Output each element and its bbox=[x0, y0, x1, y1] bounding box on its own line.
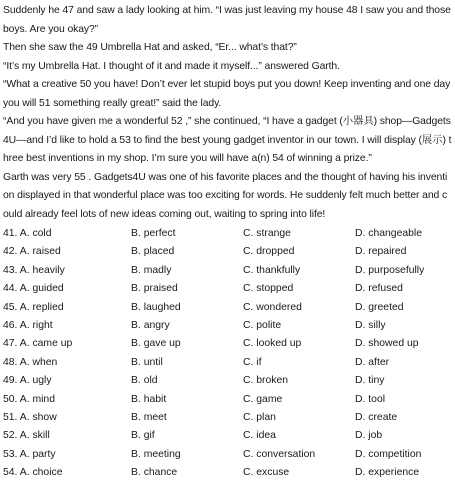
option-b: B. until bbox=[131, 356, 163, 368]
option-c: C. stopped bbox=[243, 283, 294, 295]
question-row bbox=[3, 464, 452, 482]
option-a: 50. A. mind bbox=[3, 393, 55, 405]
option-c: C. strange bbox=[243, 228, 291, 239]
option-d: D. after bbox=[355, 356, 390, 368]
option-a: 41. A. cold bbox=[3, 228, 52, 239]
option-c: C. broken bbox=[243, 375, 289, 387]
option-d: D. silly bbox=[355, 319, 386, 331]
question-row bbox=[3, 427, 452, 445]
option-b: B. praised bbox=[131, 283, 178, 295]
option-a: 52. A. skill bbox=[3, 430, 50, 442]
passage-paragraph: “And you have given me a wonderful 52 ,” she continued, “I have a gadget (小器具) shop—Gadgets4U—and I’d like to hold a 53 to find the best young gadget inventor in our town. I will display (展示) three best inventions in my shop. I’m sure you will have a(n) 54 of winning a prize.” bbox=[3, 116, 452, 164]
option-b: B. madly bbox=[131, 264, 172, 276]
option-d: D. tiny bbox=[355, 375, 385, 387]
option-c: C. if bbox=[243, 356, 262, 368]
option-b: B. perfect bbox=[131, 228, 176, 239]
option-a: 53. A. party bbox=[3, 448, 56, 460]
passage-paragraph: Suddenly he 47 and saw a lady looking at him. “I was just leaving my house 48 I saw you and those boys. Are you okay?” bbox=[3, 5, 451, 35]
question-row bbox=[3, 317, 452, 335]
option-c: C. game bbox=[243, 393, 283, 405]
option-b: B. chance bbox=[131, 467, 178, 479]
question-row bbox=[3, 409, 452, 427]
option-c: C. wondered bbox=[243, 301, 302, 313]
option-d: D. job bbox=[355, 430, 383, 442]
option-a: 48. A. when bbox=[3, 356, 58, 368]
passage-paragraph: “It’s my Umbrella Hat. I thought of it and made it myself...” answered Garth. bbox=[3, 60, 340, 72]
option-b: B. meeting bbox=[131, 448, 181, 460]
option-b: B. habit bbox=[131, 393, 167, 405]
question-row bbox=[3, 280, 452, 298]
option-a: 51. A. show bbox=[3, 411, 57, 423]
option-d: D. changeable bbox=[355, 228, 423, 239]
option-a: 47. A. came up bbox=[3, 338, 73, 350]
option-d: D. refused bbox=[355, 283, 403, 295]
option-c: C. thankfully bbox=[243, 264, 301, 276]
question-row bbox=[3, 243, 452, 261]
option-c: C. polite bbox=[243, 319, 282, 331]
passage-paragraph: Garth was very 55 . Gadgets4U was one of his favorite places and the thought of having his invention displayed in that wonderful place was too exciting for words. He suddenly felt much better and could already feel lots of new ideas coming out, waiting to spring into life! bbox=[3, 171, 448, 220]
option-d: D. greeted bbox=[355, 301, 404, 313]
question-row bbox=[3, 225, 452, 243]
question-row bbox=[3, 335, 452, 353]
question-row bbox=[3, 372, 452, 390]
option-b: B. old bbox=[131, 375, 158, 387]
answer-options bbox=[3, 225, 452, 482]
option-d: D. tool bbox=[355, 393, 386, 405]
option-c: C. idea bbox=[243, 430, 276, 442]
question-row bbox=[3, 391, 452, 409]
option-b: B. laughed bbox=[131, 301, 181, 313]
question-row bbox=[3, 446, 452, 464]
option-c: C. conversation bbox=[243, 448, 316, 460]
option-d: D. purposefully bbox=[355, 264, 425, 276]
option-b: B. angry bbox=[131, 319, 170, 331]
option-d: D. repaired bbox=[355, 246, 407, 258]
option-d: D. showed up bbox=[355, 338, 419, 350]
option-a: 46. A. right bbox=[3, 319, 53, 331]
option-c: C. dropped bbox=[243, 246, 295, 258]
option-b: B. placed bbox=[131, 246, 175, 258]
question-row bbox=[3, 299, 452, 317]
option-d: D. experience bbox=[355, 467, 420, 479]
option-d: D. competition bbox=[355, 448, 422, 460]
option-d: D. create bbox=[355, 411, 398, 423]
option-c: C. looked up bbox=[243, 338, 302, 350]
option-c: C. excuse bbox=[243, 467, 290, 479]
option-b: B. gif bbox=[131, 430, 155, 442]
passage-paragraph: Then she saw the 49 Umbrella Hat and asked, “Er... what’s that?” bbox=[3, 42, 297, 53]
option-a: 43. A. heavily bbox=[3, 264, 65, 276]
passage-paragraph: “What a creative 50 you have! Don’t ever let stupid boys put you down! Keep inventing and one day you will 51 something really great!” said the lady. bbox=[3, 79, 451, 109]
question-row bbox=[3, 354, 452, 372]
option-a: 42. A. raised bbox=[3, 246, 61, 258]
option-b: B. gave up bbox=[131, 338, 181, 350]
question-row bbox=[3, 262, 452, 280]
option-c: C. plan bbox=[243, 411, 276, 423]
option-a: 45. A. replied bbox=[3, 301, 64, 313]
option-a: 49. A. ugly bbox=[3, 375, 52, 387]
option-a: 54. A. choice bbox=[3, 467, 63, 479]
option-a: 44. A. guided bbox=[3, 283, 64, 295]
option-b: B. meet bbox=[131, 411, 167, 423]
passage bbox=[3, 2, 452, 224]
